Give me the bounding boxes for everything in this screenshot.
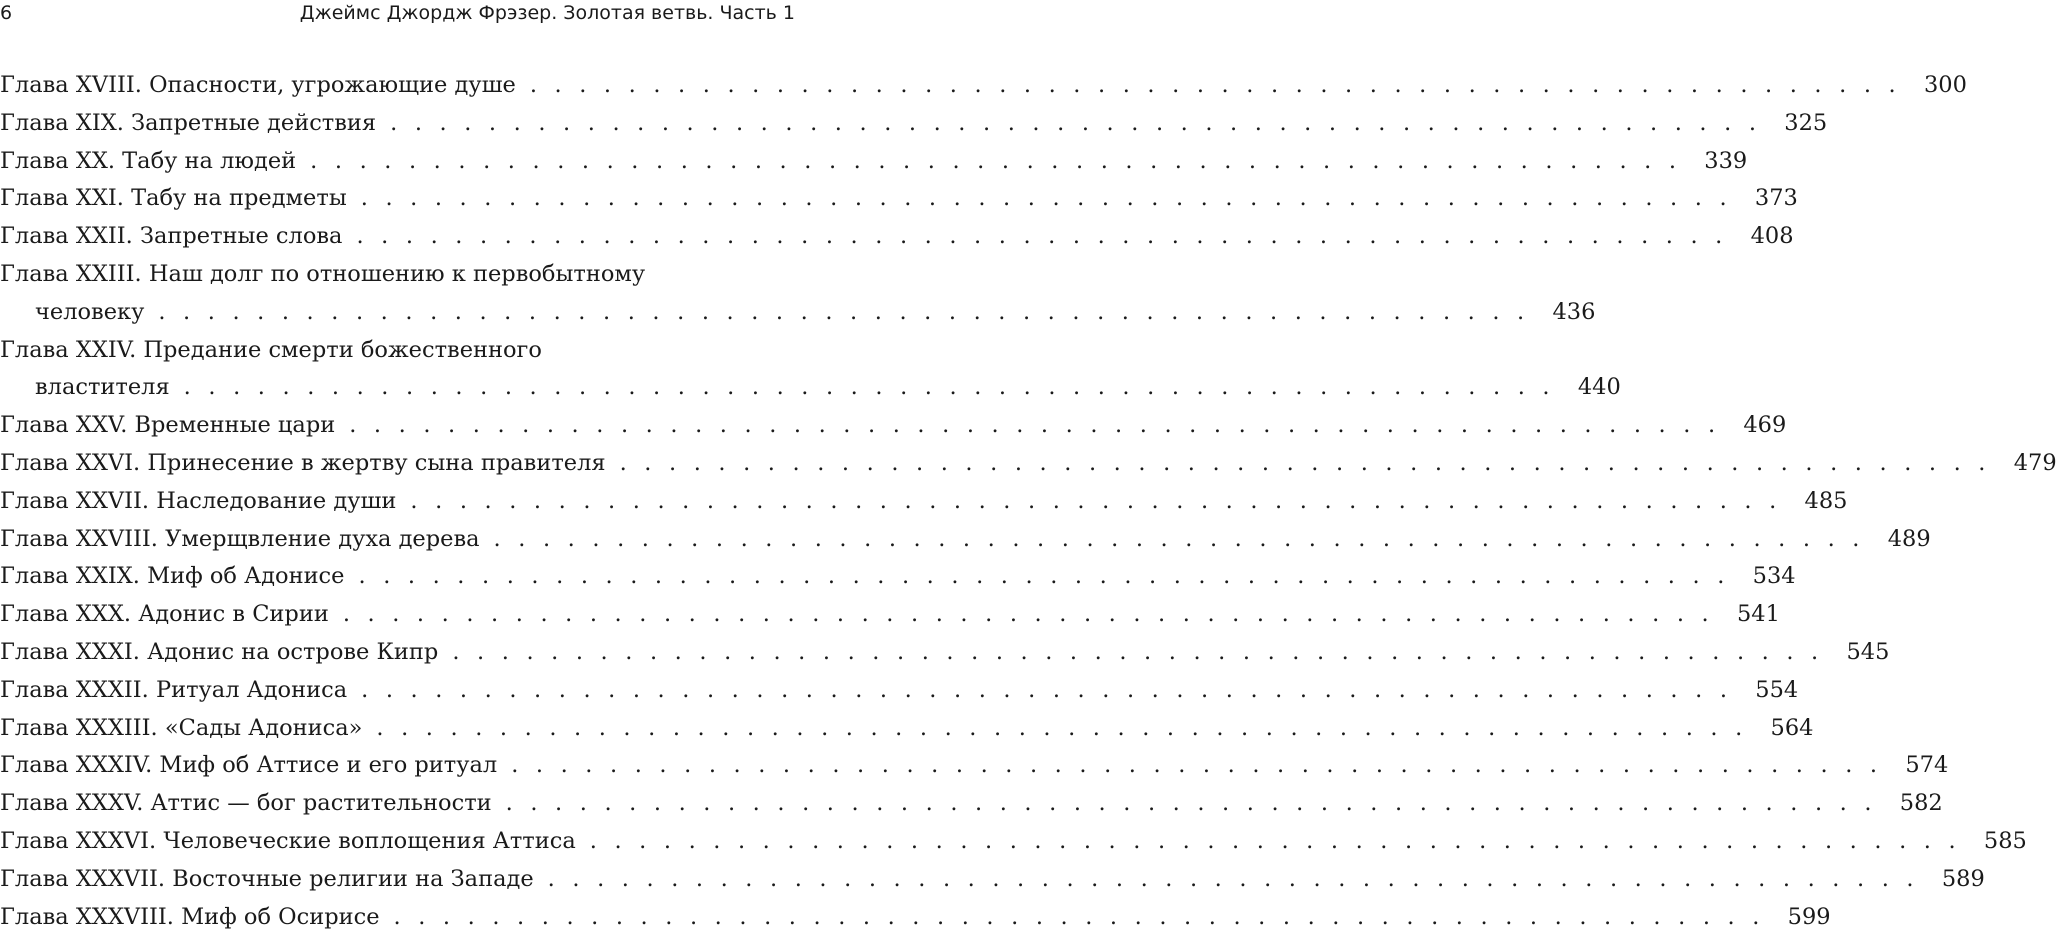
toc-entry-title: Глава XXIX. Миф об Адонисе <box>0 563 345 590</box>
toc-line <box>0 710 1814 748</box>
toc-line <box>0 143 1748 181</box>
dot-leader: . . . . . . . . . . . . . . . . . . . . . . . . . . . . . . . . . . . . . . . . . . . . . . . . . . . . . . . . <box>511 752 1883 779</box>
dot-leader: . . . . . . . . . . . . . . . . . . . . . . . . . . . . . . . . . . . . . . . . . . . . . . . . . . . . . . . . <box>493 525 1865 552</box>
toc-entry <box>0 67 1967 105</box>
toc-entry <box>0 672 1799 710</box>
toc-entry-page: 534 <box>1752 563 1796 590</box>
running-title: Джеймс Джордж Фрэзер. Золотая ветвь. Часть 1 <box>299 2 795 24</box>
toc-entry <box>0 445 2057 483</box>
toc-entry-title: Глава XXVI. Принесение в жертву сына правителя <box>0 449 606 476</box>
table-of-contents <box>0 67 2057 936</box>
toc-line <box>0 672 1799 710</box>
dot-leader: . . . . . . . . . . . . . . . . . . . . . . . . . . . . . . . . . . . . . . . . . . . . . . . . . . . . . . . . <box>349 412 1721 439</box>
toc-entry-title: Глава XXXIII. «Сады Адониса» <box>0 714 363 741</box>
toc-entry-title: Глава XXVII. Наследование души <box>0 487 397 514</box>
toc-entry-page: 485 <box>1804 487 1848 514</box>
toc-entry <box>0 521 1931 559</box>
toc-entry-title: Глава XXIV. Предание смерти божественного <box>0 336 542 363</box>
toc-entry-page: 436 <box>1552 298 1596 325</box>
toc-entry-page: 585 <box>1983 827 2027 854</box>
toc-entry-title: Глава XXXVIII. Миф об Осирисе <box>0 903 380 930</box>
toc-line <box>0 407 1787 445</box>
toc-line <box>0 521 1931 559</box>
toc-entry <box>0 710 1814 748</box>
toc-line <box>0 105 1828 143</box>
toc-entry <box>0 634 1890 672</box>
dot-leader: . . . . . . . . . . . . . . . . . . . . . . . . . . . . . . . . . . . . . . . . . . . . . . . . . . . . . . . . <box>452 638 1824 665</box>
toc-line <box>0 483 1848 521</box>
toc-entry-page: 373 <box>1754 185 1798 212</box>
toc-line <box>0 899 1831 937</box>
toc-line <box>0 785 1943 823</box>
toc-entry-page: 339 <box>1704 147 1748 174</box>
toc-entry-title: Глава XXXVII. Восточные религии на Западе <box>0 865 534 892</box>
dot-leader: . . . . . . . . . . . . . . . . . . . . . . . . . . . . . . . . . . . . . . . . . . . . . . . . . . . . . . . . <box>390 109 1762 136</box>
toc-entry <box>0 143 1748 181</box>
dot-leader: . . . . . . . . . . . . . . . . . . . . . . . . . . . . . . . . . . . . . . . . . . . . . . . . . . . . . . . . <box>360 185 1732 212</box>
toc-entry <box>0 747 1949 785</box>
page-number: 6 <box>0 2 13 24</box>
toc-entry-page: 440 <box>1577 374 1621 401</box>
toc-entry-page: 545 <box>1846 638 1890 665</box>
toc-line <box>0 294 1596 332</box>
toc-entry-page: 489 <box>1887 525 1931 552</box>
toc-entry-title: Глава XXXIV. Миф об Аттисе и его ритуал <box>0 752 498 779</box>
dot-leader: . . . . . . . . . . . . . . . . . . . . . . . . . . . . . . . . . . . . . . . . . . . . . . . . . . . . . . . . <box>619 449 1991 476</box>
toc-entry-title: Глава XXIII. Наш долг по отношению к первобытному <box>0 260 646 287</box>
toc-entry-page: 599 <box>1787 903 1831 930</box>
toc-entry-page: 479 <box>2013 449 2057 476</box>
toc-entry-page: 574 <box>1905 752 1949 779</box>
toc-line <box>0 823 2027 861</box>
toc-entry <box>0 483 1848 521</box>
toc-entry-title-continuation: человеку <box>35 298 145 325</box>
toc-entry-page: 300 <box>1923 72 1967 98</box>
toc-entry <box>0 861 1985 899</box>
toc-entry <box>0 596 1780 634</box>
dot-leader: . . . . . . . . . . . . . . . . . . . . . . . . . . . . . . . . . . . . . . . . . . . . . . . . . . . . . . . . <box>547 865 1919 892</box>
toc-entry-page: 541 <box>1736 601 1780 628</box>
toc-line <box>0 256 797 294</box>
toc-line <box>0 67 1967 105</box>
running-header <box>0 0 797 40</box>
toc-entry-title: Глава XXXV. Аттис — бог растительности <box>0 790 492 817</box>
toc-entry-page: 408 <box>1750 223 1794 250</box>
toc-entry <box>0 256 1596 332</box>
dot-leader: . . . . . . . . . . . . . . . . . . . . . . . . . . . . . . . . . . . . . . . . . . . . . . . . . . . . . . . . <box>529 72 1901 98</box>
toc-line <box>0 332 797 370</box>
toc-entry-title: Глава XXVIII. Умерщвление духа дерева <box>0 525 480 552</box>
toc-line <box>0 369 1621 407</box>
dot-leader: . . . . . . . . . . . . . . . . . . . . . . . . . . . . . . . . . . . . . . . . . . . . . . . . . . . . . . . . <box>310 147 1682 174</box>
toc-line <box>0 596 1780 634</box>
dot-leader: . . . . . . . . . . . . . . . . . . . . . . . . . . . . . . . . . . . . . . . . . . . . . . . . . . . . . . . . <box>505 790 1877 817</box>
dot-leader: . . . . . . . . . . . . . . . . . . . . . . . . . . . . . . . . . . . . . . . . . . . . . . . . . . . . . . . . <box>183 374 1555 401</box>
toc-line <box>0 218 1794 256</box>
toc-line <box>0 445 2057 483</box>
toc-line <box>0 747 1949 785</box>
dot-leader: . . . . . . . . . . . . . . . . . . . . . . . . . . . . . . . . . . . . . . . . . . . . . . . . . . . . . . . . <box>342 601 1714 628</box>
toc-entry <box>0 785 1943 823</box>
toc-entry-title: Глава XXXVI. Человеческие воплощения Аттиса <box>0 827 576 854</box>
toc-entry <box>0 180 1798 218</box>
toc-entry-page: 469 <box>1743 412 1787 439</box>
toc-line <box>0 180 1798 218</box>
toc-entry <box>0 407 1787 445</box>
toc-line <box>0 634 1890 672</box>
toc-entry-title: Глава XXI. Табу на предметы <box>0 185 347 212</box>
toc-entry-title: Глава XXX. Адонис в Сирии <box>0 601 329 628</box>
dot-leader: . . . . . . . . . . . . . . . . . . . . . . . . . . . . . . . . . . . . . . . . . . . . . . . . . . . . . . . . <box>158 298 1530 325</box>
toc-entry-title: Глава XXII. Запретные слова <box>0 223 343 250</box>
toc-entry-page: 582 <box>1899 790 1943 817</box>
toc-entry-title: Глава XVIII. Опасности, угрожающие душе <box>0 72 516 98</box>
toc-entry-page: 325 <box>1784 109 1828 136</box>
toc-entry-page: 589 <box>1941 865 1985 892</box>
dot-leader: . . . . . . . . . . . . . . . . . . . . . . . . . . . . . . . . . . . . . . . . . . . . . . . . . . . . . . . . <box>361 676 1733 703</box>
dot-leader: . . . . . . . . . . . . . . . . . . . . . . . . . . . . . . . . . . . . . . . . . . . . . . . . . . . . . . . . <box>358 563 1730 590</box>
toc-entry-page: 564 <box>1770 714 1814 741</box>
toc-entry <box>0 899 1831 937</box>
toc-entry-title: Глава XX. Табу на людей <box>0 147 297 174</box>
toc-line <box>0 558 1796 596</box>
toc-entry-page: 554 <box>1755 676 1799 703</box>
dot-leader: . . . . . . . . . . . . . . . . . . . . . . . . . . . . . . . . . . . . . . . . . . . . . . . . . . . . . . . . <box>410 487 1782 514</box>
toc-entry-title: Глава XXV. Временные цари <box>0 412 336 439</box>
toc-entry-title: Глава XIX. Запретные действия <box>0 109 377 136</box>
toc-entry <box>0 558 1796 596</box>
toc-entry-title: Глава XXXII. Ритуал Адониса <box>0 676 348 703</box>
dot-leader: . . . . . . . . . . . . . . . . . . . . . . . . . . . . . . . . . . . . . . . . . . . . . . . . . . . . . . . . <box>356 223 1728 250</box>
toc-entry <box>0 823 2027 861</box>
dot-leader: . . . . . . . . . . . . . . . . . . . . . . . . . . . . . . . . . . . . . . . . . . . . . . . . . . . . . . . . <box>393 903 1765 930</box>
toc-entry-title: Глава XXXI. Адонис на острове Кипр <box>0 638 439 665</box>
toc-entry <box>0 218 1794 256</box>
dot-leader: . . . . . . . . . . . . . . . . . . . . . . . . . . . . . . . . . . . . . . . . . . . . . . . . . . . . . . . . <box>589 827 1961 854</box>
dot-leader: . . . . . . . . . . . . . . . . . . . . . . . . . . . . . . . . . . . . . . . . . . . . . . . . . . . . . . . . <box>376 714 1748 741</box>
toc-entry <box>0 105 1828 143</box>
toc-entry-title-continuation: властителя <box>35 374 170 401</box>
toc-entry <box>0 332 1621 408</box>
toc-line <box>0 861 1985 899</box>
